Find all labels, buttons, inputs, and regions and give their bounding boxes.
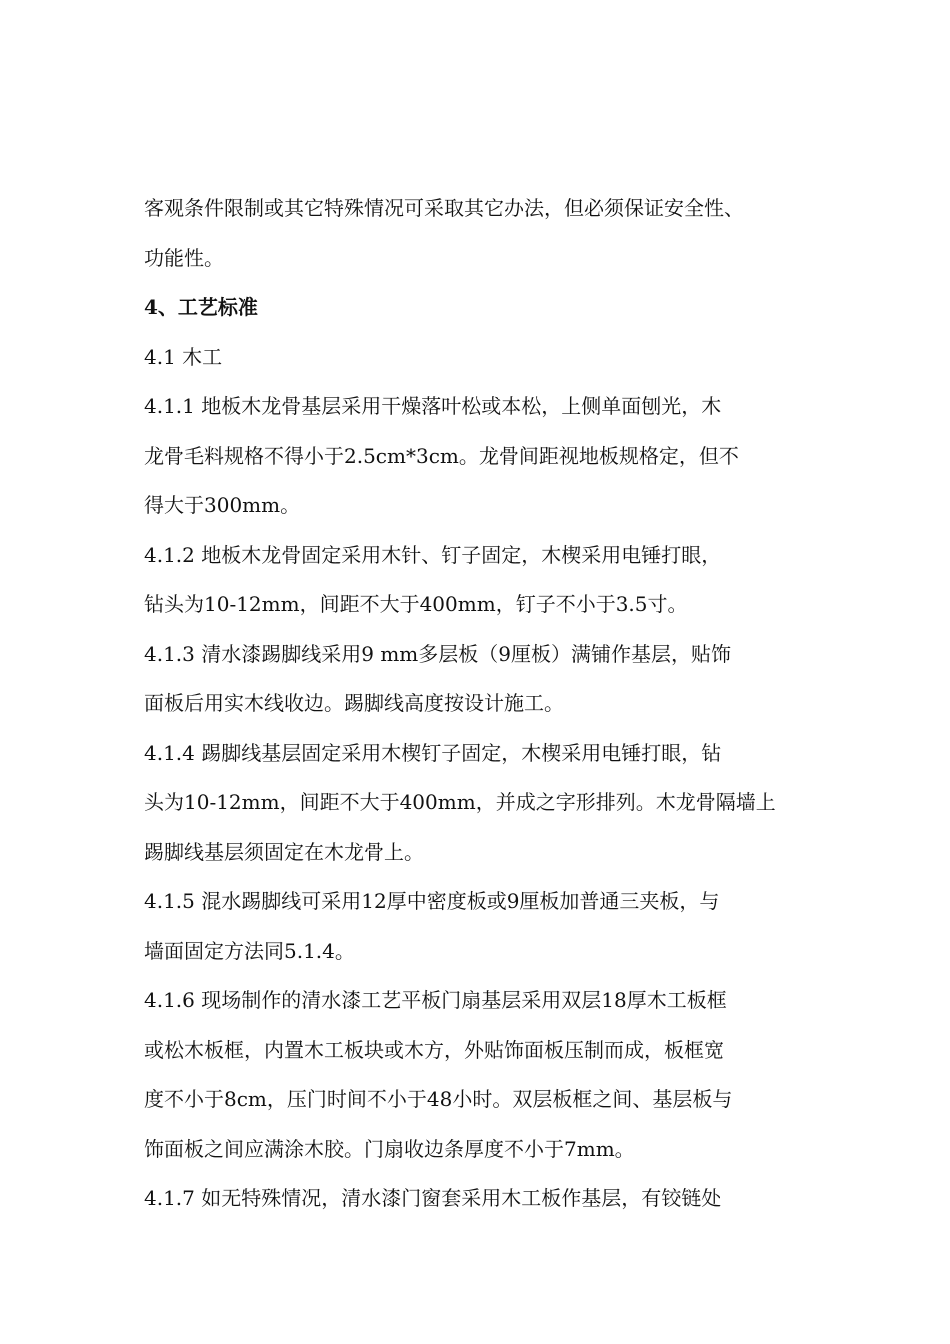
- paragraph-line: 饰面板之间应满涂木胶。门扇收边条厚度不小于7mm。: [144, 1136, 635, 1161]
- document-page: [144, 184, 834, 1224]
- paragraph-line: 或松木板框，内置木工板块或木方，外贴饰面板压制而成，板框宽: [144, 1037, 724, 1062]
- paragraph-line: 头为10-12mm，间距不大于400mm，并成之字形排列。木龙骨隔墙上: [144, 790, 776, 814]
- paragraph-line: 4.1.4 踢脚线基层固定采用木楔钉子固定，木楔采用电锤打眼，钻: [144, 740, 722, 765]
- section-heading: 4、工艺标准: [144, 295, 258, 319]
- paragraph-line: 度不小于8cm，压门时间不小于48小时。双层板框之间、基层板与: [144, 1087, 733, 1111]
- paragraph-line: 面板后用实木线收边。踢脚线高度按设计施工。: [144, 691, 564, 715]
- paragraph-line: 钻头为10-12mm，间距不大于400mm，钉子不小于3.5寸。: [144, 592, 688, 616]
- paragraph-line: 4.1.2 地板木龙骨固定采用木针、钉子固定，木楔采用电锤打眼，: [144, 542, 722, 567]
- paragraph-line: 龙骨毛料规格不得小于2.5cm*3cm。龙骨间距视地板规格定，但不: [144, 443, 739, 468]
- paragraph-line: 4.1.3 清水漆踢脚线采用9 mm多层板（9厘板）满铺作基层，贴饰: [144, 641, 731, 666]
- paragraph-line: 4.1.7 如无特殊情况，清水漆门窗套采用木工板作基层，有铰链处: [144, 1186, 722, 1210]
- paragraph-line: 得大于300mm。: [144, 493, 301, 517]
- paragraph-line: 客观条件限制或其它特殊情况可采取其它办法，但必须保证安全性、: [144, 196, 744, 220]
- paragraph-line: 4.1.5 混水踢脚线可采用12厚中密度板或9厘板加普通三夹板，与: [144, 889, 720, 913]
- paragraph-line: 4.1.1 地板木龙骨基层采用干燥落叶松或本松，上侧单面刨光，木: [144, 394, 722, 418]
- paragraph-line: 功能性。: [144, 245, 224, 270]
- subsection-heading: 4.1 木工: [144, 344, 223, 369]
- paragraph-line: 4.1.6 现场制作的清水漆工艺平板门扇基层采用双层18厚木工板框: [144, 988, 727, 1012]
- paragraph-line: 墙面固定方法同5.1.4。: [144, 938, 355, 963]
- paragraph-line: 踢脚线基层须固定在木龙骨上。: [144, 839, 424, 864]
